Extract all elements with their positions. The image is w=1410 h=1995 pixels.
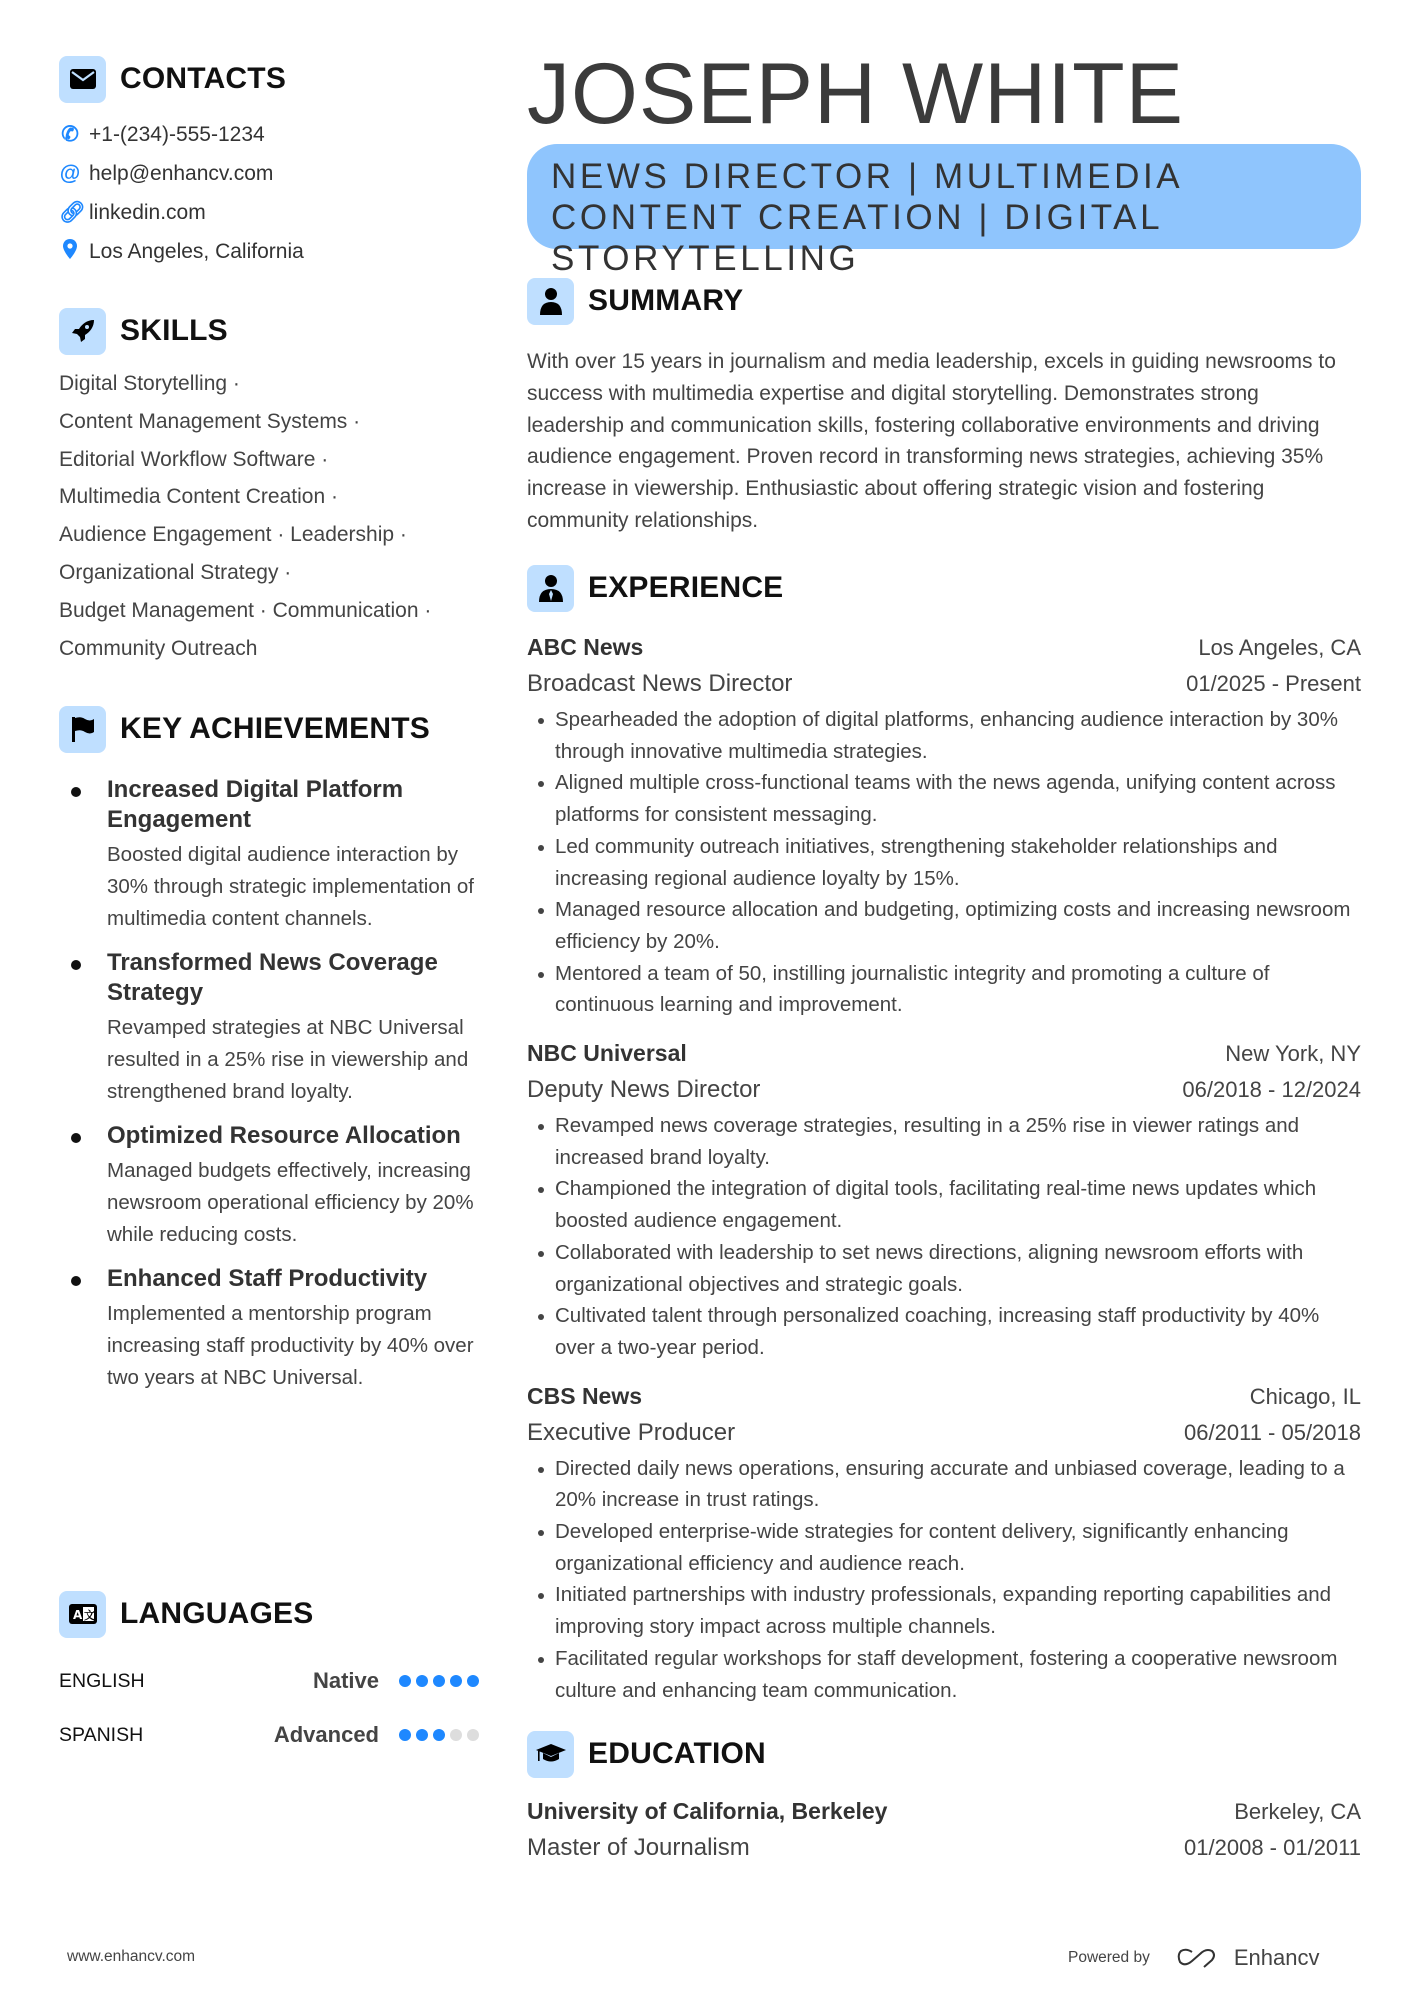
rocket-icon	[59, 308, 106, 355]
job-title: Executive Producer	[527, 1418, 736, 1446]
enhancv-logo-text: Enhancv	[1233, 1945, 1320, 1970]
job-header	[527, 629, 1361, 666]
section-title: SUMMARY	[588, 284, 744, 317]
job-location: Chicago, IL	[1249, 1383, 1361, 1409]
job-bullet: Championed the integration of digital tools, facilitating real-time news updates which boosted audience engagement.	[527, 1173, 1361, 1236]
skill-line: Audience Engagement · Leadership ·	[59, 523, 407, 547]
job-bullets	[527, 704, 1361, 1021]
email[interactable]	[59, 154, 479, 193]
job-bullet: Developed enterprise-wide strategies for content delivery, significantly enhancing organizational efficiency and audience reach.	[527, 1516, 1361, 1579]
achievement-title: Increased Digital Platform Engagement	[107, 776, 404, 833]
job-bullet: Managed resource allocation and budgeting, optimizing costs and increasing newsroom efficiency by 20%.	[527, 894, 1361, 957]
language-item	[59, 1654, 479, 1708]
rating-dot-icon	[416, 1729, 428, 1741]
job-bullet: Collaborated with leadership to set news directions, aligning newsroom efforts with organizational objectives and strategic goals.	[527, 1237, 1361, 1300]
company-name: ABC News	[527, 634, 644, 660]
candidate-name: JOSEPH WHITE	[527, 46, 1185, 142]
bullet-icon	[71, 1276, 81, 1286]
job-title: Deputy News Director	[527, 1076, 761, 1104]
job-bullet: Initiated partnerships with industry professionals, expanding reporting capabilities and improving story impact across multiple channels.	[527, 1579, 1361, 1642]
briefcase-user-icon	[527, 565, 574, 612]
experience-section	[527, 564, 1361, 1720]
skill-line: Community Outreach	[59, 636, 258, 660]
link-icon: 🔗︎	[59, 200, 86, 224]
enhancv-logo-icon	[1176, 1946, 1222, 1970]
skills-list	[59, 365, 479, 667]
achievements-list	[59, 775, 479, 1394]
job-entry	[527, 629, 1361, 1021]
achievement-title: Optimized Resource Allocation	[107, 1122, 461, 1149]
job-bullet: Facilitated regular workshops for staff development, fostering a cooperative newsroom culture and enhancing team communication.	[527, 1643, 1361, 1706]
section-title: KEY ACHIEVEMENTS	[120, 712, 430, 745]
skill-line: Digital Storytelling ·	[59, 372, 240, 395]
rating-dot-icon	[467, 1675, 479, 1687]
achievement-item	[59, 775, 479, 935]
job-entry	[527, 1378, 1361, 1707]
job-bullets	[527, 1110, 1361, 1364]
footer-website[interactable]: www.enhancv.com	[67, 1948, 196, 1965]
job-bullet: Directed daily news operations, ensuring accurate and unbiased coverage, leading to a 20% increase in trust ratings.	[527, 1453, 1361, 1516]
skill-line: Content Management Systems ·	[59, 409, 361, 433]
section-title: SKILLS	[120, 314, 228, 347]
job-bullet: Led community outreach initiatives, strengthening stakeholder relationships and increasing regional audience loyalty by 15%.	[527, 831, 1361, 894]
skill-line: Organizational Strategy ·	[59, 560, 292, 584]
headline: NEWS DIRECTOR | MULTIMEDIA CONTENT CREATION | DIGITAL STORYTELLING	[527, 144, 1361, 249]
email-link[interactable]: help@enhancv.com	[89, 161, 274, 185]
school-name: University of California, Berkeley	[527, 1798, 888, 1824]
language-level: Advanced	[273, 1722, 379, 1747]
job-subheader	[527, 1415, 1361, 1451]
skill-line: Editorial Workflow Software ·	[59, 447, 329, 471]
translate-icon	[59, 1591, 106, 1638]
language-rating	[399, 1675, 479, 1687]
job-bullet: Cultivated talent through personalized coaching, increasing staff productivity by 40% over a two-year period.	[527, 1300, 1361, 1363]
language-name: ENGLISH	[59, 1669, 145, 1692]
enhancv-logo	[1176, 1945, 1320, 1971]
job-subheader	[527, 666, 1361, 702]
linkedin-link[interactable]: linkedin.com	[89, 200, 206, 224]
phone-icon: ✆	[61, 123, 79, 146]
user-icon	[527, 278, 574, 325]
job-dates: 06/2018 - 12/2024	[1182, 1077, 1361, 1103]
school-location: Berkeley, CA	[1234, 1799, 1361, 1824]
map-pin-icon	[59, 239, 81, 265]
rating-dot-icon	[433, 1675, 445, 1687]
job-bullet: Spearheaded the adoption of digital platforms, enhancing audience interaction by 30% through innovative multimedia strategies.	[527, 704, 1361, 767]
rating-dot-icon	[450, 1675, 462, 1687]
achievement-description: Revamped strategies at NBC Universal resulted in a 25% rise in viewership and strengthened brand loyalty.	[107, 1016, 469, 1103]
at-icon: @	[59, 161, 81, 185]
powered-by-label: Powered by	[1068, 1949, 1150, 1966]
company-name: NBC Universal	[527, 1040, 687, 1067]
section-title: EXPERIENCE	[588, 571, 784, 604]
job-entry	[527, 1035, 1361, 1364]
section-title: LANGUAGES	[120, 1597, 314, 1630]
linkedin[interactable]	[59, 193, 479, 232]
achievement-item	[59, 948, 479, 1108]
job-header	[527, 1378, 1361, 1415]
achievement-title: Enhanced Staff Productivity	[107, 1265, 428, 1292]
skill-line: Multimedia Content Creation ·	[59, 485, 338, 509]
contacts-section	[59, 55, 479, 271]
phone-text: +1-(234)-555-1234	[89, 122, 265, 146]
summary-text: With over 15 years in journalism and media leadership, excels in guiding newsrooms to success with multimedia expertise and digital storytelling. Demonstrates strong leadership and communication skills, fostering collaborative environments and driving audience engagement. Proven record in transforming news strategies, achieving 35% increase in viewership. Enthusiastic about offering strategic vision and fostering community relationships.	[527, 350, 1336, 532]
rating-dot-icon	[433, 1729, 445, 1741]
bullet-icon	[71, 960, 81, 970]
job-bullets	[527, 1453, 1361, 1707]
skills-section	[59, 307, 479, 667]
degree: Master of Journalism	[527, 1834, 750, 1861]
achievement-item	[59, 1264, 479, 1394]
company-name: CBS News	[527, 1382, 643, 1409]
bullet-icon	[71, 1133, 81, 1143]
job-bullet: Mentored a team of 50, instilling journalistic integrity and promoting a culture of continuous learning and improvement.	[527, 958, 1361, 1021]
job-dates: 01/2025 - Present	[1186, 671, 1361, 696]
job-location: Los Angeles, CA	[1198, 635, 1361, 660]
language-name: SPANISH	[59, 1723, 144, 1746]
svg-text:A: A	[72, 1608, 82, 1622]
language-item	[59, 1708, 479, 1762]
job-subheader	[527, 1072, 1361, 1108]
job-bullet: Revamped news coverage strategies, resulting in a 25% rise in viewer ratings and increased brand loyalty.	[527, 1110, 1361, 1173]
phone	[59, 115, 479, 154]
education-dates: 01/2008 - 01/2011	[1184, 1835, 1361, 1860]
achievement-title: Transformed News Coverage Strategy	[107, 949, 438, 1006]
jobs-list	[527, 629, 1361, 1706]
job-title: Broadcast News Director	[527, 670, 793, 697]
bullet-icon	[71, 787, 81, 797]
achievement-description: Managed budgets effectively, increasing newsroom operational efficiency by 20% while reducing costs.	[107, 1159, 474, 1246]
education-entry	[527, 1793, 1361, 1866]
rating-dot-icon	[416, 1675, 428, 1687]
section-title: EDUCATION	[588, 1737, 766, 1770]
language-rating	[399, 1729, 479, 1741]
flag-icon	[59, 706, 106, 753]
job-bullet: Aligned multiple cross-functional teams with the news agenda, unifying content across platforms for consistent messaging.	[527, 767, 1361, 830]
education-section	[527, 1730, 1361, 1866]
job-location: New York, NY	[1225, 1041, 1361, 1067]
rating-dot-icon	[450, 1729, 462, 1741]
job-dates: 06/2011 - 05/2018	[1184, 1419, 1361, 1445]
summary-section	[527, 277, 1361, 537]
graduation-cap-icon	[527, 1731, 574, 1778]
job-header	[527, 1035, 1361, 1072]
rating-dot-icon	[399, 1729, 411, 1741]
languages-section	[59, 1590, 479, 1762]
section-title: CONTACTS	[120, 62, 287, 95]
achievement-description: Implemented a mentorship program increasing staff productivity by 40% over two years at NBC Universal.	[107, 1302, 474, 1389]
envelope-icon	[59, 56, 106, 103]
achievement-description: Boosted digital audience interaction by 30% through strategic implementation of multimedia content channels.	[107, 843, 474, 930]
powered-by[interactable]	[1068, 1945, 1319, 1971]
rating-dot-icon	[399, 1675, 411, 1687]
svg-text:文: 文	[83, 1609, 95, 1622]
rating-dot-icon	[467, 1729, 479, 1741]
languages-list	[59, 1654, 479, 1762]
location-text: Los Angeles, California	[89, 239, 304, 263]
skill-line: Budget Management · Communication ·	[59, 598, 432, 622]
achievements-section	[59, 705, 479, 1407]
location	[59, 232, 479, 271]
achievement-item	[59, 1121, 479, 1251]
language-level: Native	[312, 1668, 379, 1693]
